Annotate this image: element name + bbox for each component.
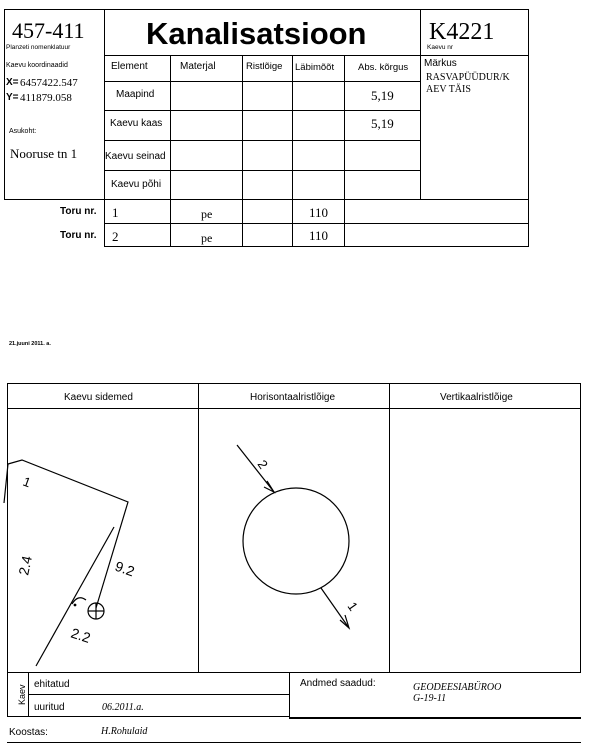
coords-label: Kaevu koordinaadid: [6, 62, 68, 69]
tie-line: [36, 527, 114, 666]
rule: [104, 110, 421, 111]
pipe-number: 1: [112, 205, 119, 220]
rule: [389, 383, 390, 673]
tie-label: 9.2: [112, 557, 137, 580]
col-element: Element: [111, 61, 148, 72]
tie-label: 1: [20, 473, 33, 491]
built-label: ehitatud: [34, 679, 70, 690]
rule: [104, 223, 529, 224]
date-text: 21.juuni 2011. a.: [9, 341, 51, 347]
row-element: Maapind: [116, 89, 155, 100]
rule: [7, 742, 581, 743]
y-label: Y=: [6, 92, 19, 103]
notes-value: AEV TÄIS: [426, 84, 471, 95]
pipe-label-1: 1: [344, 599, 361, 614]
surveyed-label: uuritud: [34, 702, 65, 713]
tie-line: [4, 464, 8, 503]
data-from-label: Andmed saadud:: [300, 678, 376, 689]
notes-value: RASVAPÜÜDUR/K: [426, 72, 510, 83]
ties-sketch: [0, 408, 200, 672]
rule: [104, 170, 421, 171]
angle-dot: [74, 604, 77, 607]
col-notes: Märkus: [424, 58, 457, 69]
rule: [292, 55, 293, 247]
rule: [420, 9, 421, 200]
x-label: X=: [6, 77, 19, 88]
rule: [104, 140, 421, 141]
rule: [4, 9, 529, 10]
col-cross-section: Ristlõige: [246, 61, 283, 72]
address-label: Asukoht:: [9, 128, 37, 135]
side-label: Kaev: [17, 684, 27, 705]
rule: [4, 9, 5, 200]
rule: [104, 199, 529, 200]
sheet-number: 457-411: [12, 18, 85, 43]
pipe-line: [237, 445, 274, 492]
row-abs-height: 5,19: [371, 116, 394, 131]
row-element: Kaevu seinad: [105, 151, 166, 162]
rule: [104, 246, 529, 247]
rule: [528, 9, 529, 247]
well-circle: [243, 488, 349, 594]
data-from-value: GEODEESIABÜROO: [413, 682, 502, 693]
sheet-caption: Planzeti nomenklatuur: [6, 44, 71, 51]
col-material: Materjal: [180, 61, 216, 72]
x-value: 6457422.547: [20, 77, 78, 89]
pipe-diameter: 110: [309, 228, 329, 243]
sketch-header-vertical: Vertikaalristlõige: [440, 392, 513, 403]
rule: [104, 9, 105, 247]
rule: [104, 81, 421, 82]
page-title: Kanalisatsioon: [146, 16, 367, 51]
row-abs-height: 5,19: [371, 88, 394, 103]
compiled-label: Koostas:: [9, 727, 48, 738]
rule: [7, 672, 581, 673]
compiled-value: H.Rohulaid: [101, 726, 148, 737]
row-element: Kaevu kaas: [110, 118, 163, 129]
pipe-label: Toru nr.: [60, 206, 97, 217]
tie-label: 2.2: [69, 624, 93, 646]
rule: [242, 55, 243, 247]
rule: [7, 672, 8, 717]
rule: [344, 55, 345, 247]
tie-label: 2.4: [15, 554, 35, 577]
data-from-value: G-19-11: [413, 693, 447, 704]
rule: [7, 716, 290, 717]
pipe-material: pe: [201, 231, 213, 245]
sketch-header-ties: Kaevu sidemed: [64, 392, 133, 403]
rule: [289, 717, 581, 719]
rule: [4, 199, 105, 200]
pipe-number: 2: [112, 229, 119, 244]
sketch-header-horizontal: Horisontaalristlõige: [250, 392, 336, 403]
pipe-diameter: 110: [309, 205, 329, 220]
pipe-label-2: 2: [254, 457, 271, 472]
well-number: K4221: [429, 19, 495, 45]
rule: [104, 55, 529, 56]
y-value: 411879.058: [20, 92, 72, 104]
address-value: Nooruse tn 1: [10, 146, 78, 161]
row-element: Kaevu põhi: [111, 179, 162, 190]
surveyed-value: 06.2011.a.: [102, 702, 144, 713]
rule: [7, 383, 581, 384]
pipe-material: pe: [201, 207, 213, 221]
horizontal-sketch: [199, 408, 389, 672]
col-abs-height: Abs. kõrgus: [358, 62, 409, 73]
well-caption: Kaevu nr: [427, 44, 454, 51]
rule: [289, 672, 290, 717]
rule: [28, 694, 290, 695]
pipe-label: Toru nr.: [60, 230, 97, 241]
col-diameter: Läbimõõt: [295, 62, 335, 73]
rule: [580, 383, 581, 673]
rule: [170, 55, 171, 247]
